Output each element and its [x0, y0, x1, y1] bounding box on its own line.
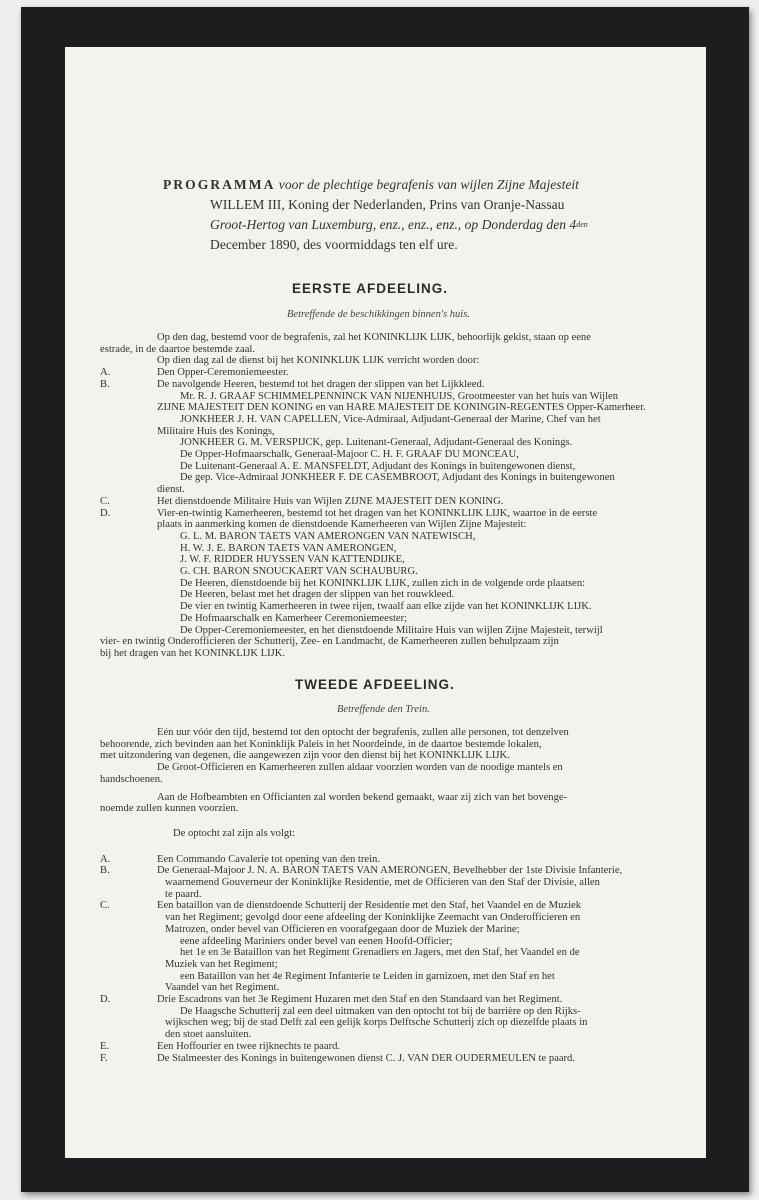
s1-line: Militaire Huis des Konings,	[157, 425, 275, 437]
s1-line: G. L. M. BARON TAETS VAN AMERONGEN VAN NATEWISCH,	[180, 530, 476, 542]
s1-line: Op dien dag zal de dienst bij het KONINKLIJK LIJK verricht worden door:	[157, 355, 480, 367]
s1-line: H. W. J. E. BARON TAETS VAN AMERONGEN,	[180, 542, 397, 554]
s2-line: te paard.	[165, 888, 202, 900]
title-superscript: den	[576, 220, 588, 229]
s2-line: wijkschen weg; bij de stad Delft zal een gelijk korps Delftsche Schutterij zich op diezelfde plaats in	[165, 1017, 588, 1029]
s2-label-c: C.	[100, 900, 110, 912]
s2-line: het 1e en 3e Bataillon van het Regiment Grenadiers en Jagers, met den Staf, het Vaandel en de	[180, 947, 580, 959]
s1-line: plaats in aanmerking komen de dienstdoende Kamerheeren van Wijlen Zijne Majesteit:	[157, 519, 527, 531]
s1-line: De Hofmaarschalk en Kamerheer Ceremoniemeester;	[180, 612, 408, 624]
s1-line: dienst.	[157, 484, 185, 496]
s1-line: JONKHEER G. M. VERSPIJCK, gep. Luitenant-Generaal, Adjudant-Generaal des Konings.	[180, 437, 573, 449]
s1-line: Vier-en-twintig Kamerheeren, bestemd tot het dragen van het KONINKLIJK LIJK, waartoe in de eerste	[157, 507, 598, 519]
s2-label-f: F.	[100, 1052, 108, 1064]
s2-line: een Bataillon van het 4e Regiment Infanterie te Leiden in garnizoen, met den Staf en het	[180, 970, 555, 982]
s2-line: waarnemend Gouverneur der Koninklijke Residentie, met de Officieren van den Staf der Divisie, allen	[165, 877, 600, 889]
s1-line: ZIJNE MAJESTEIT DEN KONING en van HARE MAJESTEIT DE KONINGIN-REGENTES Opper-Kamerheer.	[157, 402, 646, 414]
s2-line: Muziek van het Regiment;	[165, 958, 278, 970]
s1-line: Den Opper-Ceremoniemeester.	[157, 367, 289, 379]
s1-line: De Heeren, belast met het dragen der slippen van het rouwkleed.	[180, 589, 455, 601]
s2-line: den stoet aansluiten.	[165, 1029, 252, 1041]
section-2-subtitle: Betreffende den Trein.	[337, 704, 430, 715]
s2-line: Aan de Hofbeambten en Officianten zal worden bekend gemaakt, waar zij zich van het bovenge-	[157, 791, 568, 803]
s1-line: De Luitenant-Generaal A. E. MANSFELDT, Adjudant des Konings in buitengewonen dienst,	[180, 460, 576, 472]
s1-line: JONKHEER J. H. VAN CAPELLEN, Vice-Admiraal, Adjudant-Generaal der Marine, Chef van het	[180, 413, 601, 425]
s2-line: Matrozen, onder bevel van Officieren en voorafgegaan door de Muziek der Marine;	[165, 923, 520, 935]
s1-label-c: C.	[100, 495, 110, 507]
s2-line: Een Commando Cavalerie tot opening van den trein.	[157, 853, 380, 865]
s2-line: handschoenen.	[100, 773, 163, 785]
s1-label-a: A.	[100, 367, 111, 379]
s1-line: Mr. R. J. GRAAF SCHIMMELPENNINCK VAN NIJENHUIJS, Grootmeester van het huis van Wijlen	[180, 390, 619, 402]
document-page	[65, 47, 706, 1158]
s1-line: De Opper-Ceremoniemeester, en het dienstdoende Militaire Huis van wijlen Zijne Majesteit, terwijl	[180, 624, 603, 636]
s2-line: met uitzondering van degenen, die aangewezen zijn voor den dienst bij het KONINKLIJK LIJK.	[100, 750, 510, 762]
section-2-body	[100, 727, 622, 1064]
s1-line: De Opper-Hofmaarschalk, Generaal-Majoor C. H. F. GRAAF DU MONCEAU,	[180, 449, 519, 461]
s2-line: behoorende, zich bevinden aan het Koninklijk Paleis in het Noordeinde, in de daartoe bestemde lokalen,	[100, 738, 542, 750]
s2-line: De optocht zal zijn als volgt:	[173, 827, 296, 839]
s2-line: Vaandel van het Regiment.	[165, 982, 280, 994]
s1-line: Op den dag, bestemd voor de begrafenis, zal het KONINKLIJK LIJK, behoorlijk gekist, staan op eene	[157, 332, 591, 343]
s2-line: van het Regiment; gevolgd door eene afdeeling der Koninklijke Zeemacht van Onderofficieren en	[165, 912, 581, 924]
title-line-3: Groot-Hertog van Luxemburg, enz., enz., enz., op Donderdag den 4	[210, 217, 577, 232]
section-1-heading: EERSTE AFDEELING.	[292, 281, 449, 296]
s1-line: De navolgende Heeren, bestemd tot het dragen der slippen van het Lijkkleed.	[157, 378, 485, 390]
section-1-body	[100, 332, 646, 660]
s1-label-d: D.	[100, 507, 111, 519]
s1-line: J. W. F. RIDDER HUYSSEN VAN KATTENDIJKE,	[180, 554, 405, 566]
document-title	[163, 175, 588, 255]
s2-line: Een bataillon van de dienstdoende Schutterij der Residentie met den Staf, het Vaandel en de Muziek	[157, 900, 582, 912]
s1-line: De vier en twintig Kamerheeren in twee rijen, twaalf aan elke zijde van het KONINKLIJK LIJK.	[180, 601, 592, 613]
s2-line: eene afdeeling Mariniers onder bevel van eenen Hoofd-Officier;	[180, 935, 453, 947]
s2-line: De Groot-Officieren en Kamerheeren zullen aldaar voorzien worden van de noodige mantels en	[157, 762, 563, 774]
s1-line: G. CH. BARON SNOUCKAERT VAN SCHAUBURG.	[180, 566, 418, 578]
s2-label-e: E.	[100, 1040, 110, 1052]
title-word: PROGRAMMA	[163, 177, 276, 192]
s2-label-d: D.	[100, 994, 111, 1006]
s2-line: Eén uur vóór den tijd, bestemd tot den optocht der begrafenis, zullen alle personen, tot denzelven	[157, 727, 569, 738]
s2-line: De Generaal-Majoor J. N. A. BARON TAETS VAN AMERONGEN, Bevelhebber der 1ste Divisie Infanterie,	[157, 865, 623, 877]
title-line-1: voor de plechtige begrafenis van wijlen Zijne Majesteit	[278, 177, 579, 192]
s1-line: De Heeren, dienstdoende bij het KONINKLIJK LIJK, zullen zich in de volgende orde plaatsen:	[180, 577, 586, 589]
s1-line: De gep. Vice-Admiraal JONKHEER F. DE CASEMBROOT, Adjudant des Konings in buitengewonen	[180, 472, 615, 484]
s1-line: bij het dragen van het KONINKLIJK LIJK.	[100, 647, 286, 659]
s2-line: Een Hoffourier en twee rijknechts te paard.	[157, 1040, 341, 1052]
s2-line: Drie Escadrons van het 3e Regiment Huzaren met den Staf en den Standaard van het Regiment.	[157, 994, 563, 1006]
title-line-4: December 1890, des voormiddags ten elf ure.	[210, 237, 458, 252]
s2-line: De Haagsche Schutterij zal een deel uitmaken van den optocht tot bij de barrière op den Rijks-	[180, 1005, 581, 1017]
title-line-2: WILLEM III, Koning der Nederlanden, Prins van Oranje-Nassau	[210, 197, 565, 212]
s2-line: De Stalmeester des Konings in buitengewonen dienst C. J. VAN DER OUDERMEULEN te paard.	[157, 1052, 576, 1064]
s2-label-b: B.	[100, 865, 110, 877]
black-mourning-border	[21, 7, 749, 1192]
s1-line: estrade, in de daartoe bestemde zaal.	[100, 343, 256, 355]
section-1-subtitle: Betreffende de beschikkingen binnen's huis.	[287, 309, 470, 320]
s1-line: Het dienstdoende Militaire Huis van Wijlen ZIJNE MAJESTEIT DEN KONING.	[157, 495, 504, 507]
s2-label-a: A.	[100, 853, 111, 865]
s1-line: vier- en twintig Onderofficieren der Schutterij, Zee- en Landmacht, de Kamerheeren zullen behulpzaam zijn	[100, 636, 559, 648]
section-2-heading: TWEEDE AFDEELING.	[295, 677, 455, 692]
s1-label-b: B.	[100, 378, 110, 390]
s2-line: noemde zullen kunnen voorzien.	[100, 803, 239, 815]
